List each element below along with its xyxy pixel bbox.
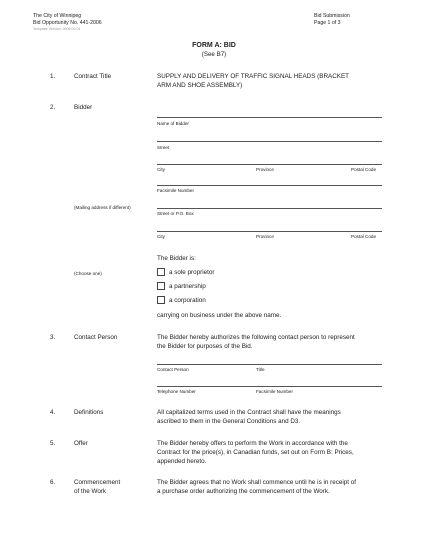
mailing-city-province-postal-field[interactable] — [157, 231, 382, 232]
section-3-number: 3. — [50, 334, 56, 341]
mailing-address-note: (Mailing address if different) — [74, 205, 131, 210]
sole-proprietor-checkbox[interactable] — [157, 268, 165, 276]
org-name: The City of Winnipeg — [33, 13, 82, 19]
definitions-line2: ascribed to them in the General Conditions and D3. — [157, 418, 301, 425]
postal-code-label-2: Postal Code — [351, 234, 377, 239]
contract-title-line2: ARM AND SHOE ASSEMBLY) — [157, 82, 243, 89]
section-5-label: Offer — [74, 440, 88, 447]
section-5-number: 5. — [50, 440, 56, 447]
title-label: Title — [256, 367, 265, 372]
section-6-number: 6. — [50, 479, 56, 486]
street-field[interactable] — [157, 141, 382, 142]
contact-authorization-line2: the Bidder for purposes of the Bid. — [157, 343, 253, 350]
city-province-postal-field[interactable] — [157, 164, 382, 165]
city-label: City — [157, 167, 165, 172]
contract-title-line1: SUPPLY AND DELIVERY OF TRAFFIC SIGNAL HEADS (BRACKET — [157, 73, 349, 80]
section-6-label-line1: Commencement — [74, 479, 121, 486]
form-subtitle: (See B7) — [201, 51, 227, 58]
bid-opportunity-number: Bid Opportunity No. 441-2006 — [33, 19, 102, 26]
facsimile-label: Facsimile Number — [157, 188, 195, 193]
telephone-fax-field[interactable] — [157, 386, 382, 387]
postal-code-label: Postal Code — [351, 167, 377, 172]
section-2-number: 2. — [50, 104, 56, 111]
section-2-label: Bidder — [74, 104, 93, 111]
commencement-line1: The Bidder agrees that no Work shall commence until he is in receipt of — [157, 479, 357, 486]
section-4-number: 4. — [50, 409, 56, 416]
offer-line3: appended hereto. — [157, 458, 207, 465]
province-label: Province — [256, 167, 274, 172]
city-label-2: City — [157, 234, 165, 239]
offer-line1: The Bidder hereby offers to perform the Work in accordance with the — [157, 440, 348, 447]
province-label-2: Province — [256, 234, 274, 239]
choose-one-note: (Choose one) — [74, 271, 102, 276]
contact-person-title-field[interactable] — [157, 364, 382, 365]
contact-fax-label: Facsimile Number — [256, 389, 294, 394]
page-indicator: Page 1 of 3 — [314, 19, 341, 26]
mailing-street-field[interactable] — [157, 208, 382, 209]
street-po-box-label: Street or P.O. Box — [157, 211, 194, 216]
corporation-label: a corporation — [169, 297, 206, 304]
name-of-bidder-label: Name of Bidder — [157, 121, 189, 126]
partnership-checkbox[interactable] — [157, 282, 165, 290]
telephone-label: Telephone Number — [157, 389, 196, 394]
bid-submission-label: Bid Submission — [314, 13, 350, 19]
section-4-label: Definitions — [74, 409, 104, 416]
commencement-line2: a purchase order authorizing the commencement of the Work. — [157, 488, 330, 495]
section-1-number: 1. — [50, 73, 56, 80]
section-1-label: Contract Title — [74, 73, 112, 80]
carrying-on-business-text: carrying on business under the above name. — [157, 312, 282, 319]
section-3-label: Contact Person — [74, 334, 118, 341]
corporation-checkbox[interactable] — [157, 296, 165, 304]
partnership-label: a partnership — [169, 283, 206, 290]
section-6-label-line2: of the Work — [74, 488, 107, 495]
facsimile-field[interactable] — [157, 185, 382, 186]
name-of-bidder-field[interactable] — [157, 117, 382, 118]
sole-proprietor-label: a sole proprietor — [169, 269, 215, 276]
definitions-line1: All capitalized terms used in the Contract shall have the meanings — [157, 409, 341, 416]
contact-person-label: Contact Person — [157, 367, 189, 372]
offer-line2: Contract for the price(s), in Canadian funds, set out on Form B: Prices, — [157, 449, 354, 456]
street-label: Street — [157, 145, 170, 150]
template-version: Template Version: 2006 09 01 — [33, 27, 81, 31]
bidder-is-heading: The Bidder is: — [157, 255, 196, 262]
form-title: FORM A: BID — [192, 42, 236, 49]
contact-authorization-line1: The Bidder hereby authorizes the following contact person to represent — [157, 334, 355, 341]
